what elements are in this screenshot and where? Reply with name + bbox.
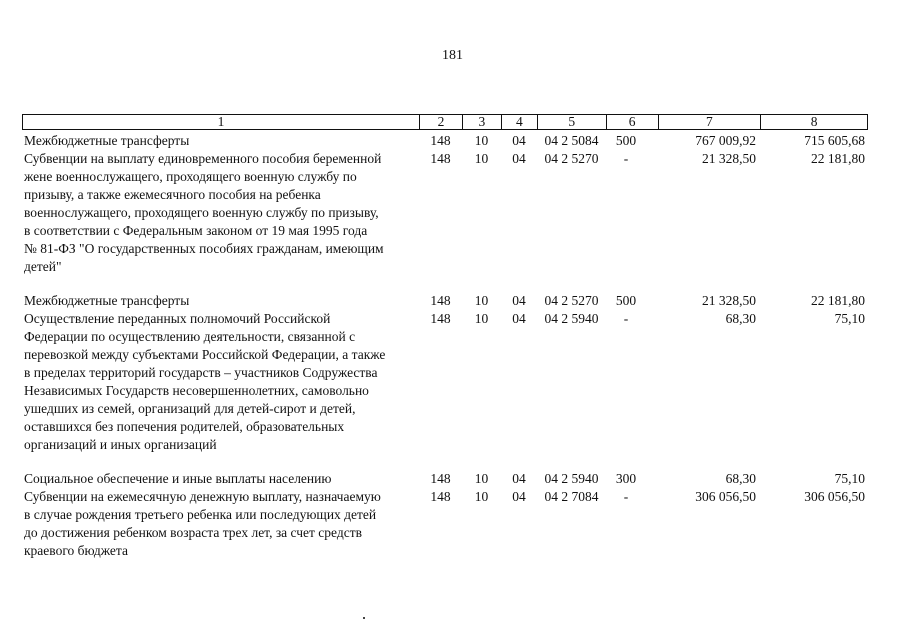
cell-target: 04 2 7084 bbox=[544, 489, 599, 504]
cell-subsection: 04 bbox=[512, 471, 526, 486]
header-col-8: 8 bbox=[760, 115, 867, 129]
table-header bbox=[22, 114, 868, 130]
row-spacer bbox=[22, 454, 868, 470]
cell-target: 04 2 5084 bbox=[544, 133, 599, 148]
header-col-5: 5 bbox=[537, 115, 606, 129]
description-line: Межбюджетные трансферты bbox=[24, 293, 190, 308]
cell-amount-7: 21 328,50 bbox=[702, 151, 756, 166]
description-line: до достижения ребенком возраста трех лет, за счет средств bbox=[24, 525, 362, 540]
header-col-3: 3 bbox=[462, 115, 501, 129]
description-line: Субвенции на ежемесячную денежную выплату, назначаемую bbox=[24, 489, 381, 504]
description-line: оставшихся без попечения родителей, образовательных bbox=[24, 419, 345, 434]
description-line: Субвенции на выплату единовременного пособия беременной bbox=[24, 151, 382, 166]
cell-type: - bbox=[623, 489, 629, 504]
header-col-6: 6 bbox=[606, 115, 658, 129]
description-line: ушедших из семей, организаций для детей-сирот и детей, bbox=[24, 401, 356, 416]
cell-code: 148 bbox=[430, 489, 451, 504]
description-line: призыву, а также ежемесячного пособия на ребенка bbox=[24, 187, 321, 202]
description-line: в случае рождения третьего ребенка или последующих детей bbox=[24, 507, 377, 522]
cell-section: 10 bbox=[474, 311, 489, 326]
cell-type: 300 bbox=[615, 471, 637, 486]
row-description bbox=[22, 150, 419, 276]
cell-type: 500 bbox=[615, 293, 637, 308]
description-line: перевозкой между субъектами Российской Федерации, а также bbox=[24, 347, 386, 362]
cell-amount-7: 68,30 bbox=[725, 471, 756, 486]
cell-section: 10 bbox=[474, 133, 489, 148]
cell-amount-8: 306 056,50 bbox=[804, 489, 865, 504]
cell-section: 10 bbox=[474, 293, 489, 308]
cell-section: 10 bbox=[474, 471, 489, 486]
header-col-1: 1 bbox=[217, 114, 225, 129]
description-line: № 81-ФЗ "О государственных пособиях гражданам, имеющим bbox=[24, 241, 384, 256]
table-row bbox=[22, 488, 868, 560]
table-row bbox=[22, 310, 868, 454]
table-body bbox=[22, 132, 868, 560]
cell-code: 148 bbox=[430, 311, 451, 326]
table-row bbox=[22, 150, 868, 276]
table-row bbox=[22, 470, 868, 488]
cell-type: - bbox=[623, 311, 629, 326]
cell-amount-8: 22 181,80 bbox=[811, 151, 865, 166]
cell-amount-8: 22 181,80 bbox=[811, 293, 865, 308]
cell-amount-8: 75,10 bbox=[834, 471, 865, 486]
description-line: в соответствии с Федеральным законом от 19 мая 1995 года bbox=[24, 223, 368, 238]
description-line: организаций и иных организаций bbox=[24, 437, 217, 452]
description-line: Социальное обеспечение и иные выплаты населению bbox=[24, 471, 332, 486]
cell-subsection: 04 bbox=[512, 293, 526, 308]
cell-subsection: 04 bbox=[512, 311, 526, 326]
cell-amount-7: 68,30 bbox=[725, 311, 756, 326]
row-description bbox=[22, 470, 419, 488]
row-description bbox=[22, 292, 419, 310]
cell-type: - bbox=[623, 151, 629, 166]
cell-section: 10 bbox=[474, 489, 489, 504]
cell-amount-7: 21 328,50 bbox=[702, 293, 756, 308]
header-col-7: 7 bbox=[658, 115, 761, 129]
cell-amount-7: 306 056,50 bbox=[695, 489, 756, 504]
cell-code: 148 bbox=[430, 133, 451, 148]
row-spacer bbox=[22, 276, 868, 292]
cell-target: 04 2 5270 bbox=[544, 151, 599, 166]
page-number: 181 bbox=[442, 48, 463, 63]
header-col-2: 2 bbox=[419, 115, 462, 129]
cell-type: 500 bbox=[615, 133, 637, 148]
cell-subsection: 04 bbox=[512, 489, 526, 504]
description-line: Независимых Государств несовершеннолетних, самовольно bbox=[24, 383, 369, 398]
cell-amount-8: 715 605,68 bbox=[804, 133, 865, 148]
description-line: Федерации по осуществлению деятельности, связанной с bbox=[24, 329, 356, 344]
cell-target: 04 2 5940 bbox=[544, 471, 599, 486]
cell-section: 10 bbox=[474, 151, 489, 166]
description-line: военнослужащего, проходящего военную службу по призыву, bbox=[24, 205, 379, 220]
description-line: в пределах территорий государств – участников Содружества bbox=[24, 365, 378, 380]
description-line: детей" bbox=[24, 259, 62, 274]
row-description bbox=[22, 310, 419, 454]
header-col-4: 4 bbox=[501, 115, 537, 129]
row-description bbox=[22, 488, 419, 560]
row-description bbox=[22, 132, 419, 150]
cell-code: 148 bbox=[430, 293, 451, 308]
cell-code: 148 bbox=[430, 151, 451, 166]
cell-target: 04 2 5270 bbox=[544, 293, 599, 308]
cell-code: 148 bbox=[430, 471, 451, 486]
description-line: краевого бюджета bbox=[24, 543, 128, 558]
cell-amount-8: 75,10 bbox=[834, 311, 865, 326]
description-line: Осуществление переданных полномочий Российской bbox=[24, 311, 331, 326]
description-line: Межбюджетные трансферты bbox=[24, 133, 190, 148]
cell-subsection: 04 bbox=[512, 133, 526, 148]
scan-speck bbox=[363, 617, 365, 619]
cell-subsection: 04 bbox=[512, 151, 526, 166]
cell-target: 04 2 5940 bbox=[544, 311, 599, 326]
table-row bbox=[22, 132, 868, 150]
cell-amount-7: 767 009,92 bbox=[695, 133, 756, 148]
table-row bbox=[22, 292, 868, 310]
description-line: жене военнослужащего, проходящего военную службу по bbox=[24, 169, 357, 184]
